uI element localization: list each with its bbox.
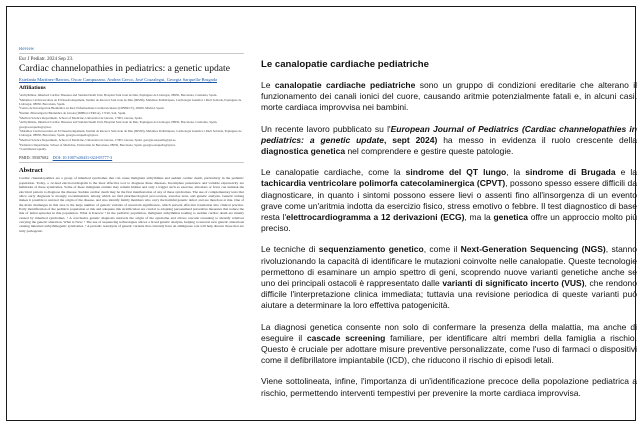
affiliation-item: ⁴Institut d'Investigació Biomèdica de Girona (IDIBGI-CERCA), 17190, Salt, Spain. [19, 111, 127, 116]
affiliation-item: ³Centro de Investigación Biomédica en Red, Enfermedades Cardiovasculares (CIBERCV), 28029, Madrid, Spain. [19, 106, 165, 111]
affiliation-item: ¹Arrhythmias, Inherited Cardiac Diseases and Sudden Death Unit, Hospital Sant Joan de Déu, Esplugues de Llobregat, 08950, Barcelona, Catalonia, Spain. [19, 92, 218, 97]
paragraph-6: Viene sottolineata, infine, l'importanza di un'identificazione precoce della popolazione pediatrica a rischio, permettendo interventi tempestivi per prevenire la morte cardiaca improvvisa. [261, 376, 637, 398]
paragraph-5: La diagnosi genetica consente non solo di confermare la presenza della malattia, ma anche di eseguire il cascade screening familiare, per identificare altri membri della famiglia a rischio. Questo è cruciale per adottare misure preventive personalizzate, come l'uso di farmaci o dispositivi come il defibrillatore impiantabile (ICD), che riducono il rischio di episodi letali. [261, 321, 637, 366]
article-journal-line: Eur J Pediatr. 2024 Sep 23. [19, 57, 74, 62]
affiliation-item: ⁵Medical Science Department, School of Medicine, Universitat de Girona, 17003, Girona, Spain. [19, 115, 143, 120]
affiliation-item: ⁹Pediatrics Department, School of Medicine, Universitat de Barcelona, 08036, Barcelona, Spain. georgia.sarquella@sjd.es. [19, 142, 176, 147]
affiliations-list [19, 93, 244, 152]
abstract-heading: Abstract [19, 167, 43, 175]
article-title: Cardiac channelopathies in pediatrics: a genetic update [19, 63, 230, 74]
affiliation-item: ⁶Arrhythmias, Inherited Cardiac Diseases and Sudden Death Unit, Hospital Sant Joan de Déu, Esplugues de Llobregat, 08950, Barcelona, Catalonia, Spain. georgia.sarquella@sjd.es. [19, 120, 218, 129]
divider [19, 53, 244, 54]
article-section-label[interactable]: Review [19, 47, 35, 52]
paragraph-3: Le canalopatie cardiache, come la sindrome del QT lungo, la sindrome di Brugada e la tachicardia ventricolare polimorfa catecolaminergica (CPVT), possono spesso essere difficili da diagnosticare, in quanto i sintomi possono essere lievi o assenti fino all'insorgenza di un evento grave come un'aritmia indotta da esercizio fisico, stress emotivo o febbre. Il test diagnostico di base resta l'elettrocardiogramma a 12 derivazioni (ECG), ma la genetica offre un approccio molto più preciso. [261, 167, 638, 234]
paragraph-2: Un recente lavoro pubblicato su l'European Journal of Pediatrics (Cardiac channelopathies in pediatrics: a genetic update, sept 2024) ha messo in evidenza il ruolo crescente della diagnostica genetica nel comprendere e gestire queste patologie. [261, 123, 637, 157]
article-authors[interactable]: Estefanía Martínez-Barrios, Oscar Campuzano, Andrea Greco, José Cruzalegui, Georgia Sarquella-Brugada [19, 76, 218, 82]
abstract-text: Cardiac channelopathies are a group of inherited syndromes that can cause malignant arrhythmias and sudden cardiac death, particularly in the pediatric population. Today, a 12-lead electrocardiogram is the most effective tool to diagnose these diseases. Incomplete penetrance and variable expressivity are hallmarks of these syndromes. Some of these malignant entities may remain hidden and only a trigger such as exercise, emotions or fever can unmask the electrical pattern to diagnose the disease. Sudden cardiac death may be the first manifestation of any of these syndromes. The use of complementary tests that allow early diagnosis is strongly recommended, among which we find pharmacological provocation, exercise tests, and genetic analysis. Genetic testing makes it possible to unravel the origin of the disease, and also identify family members who carry the harmful genetic defect and are therefore at risk. One of the main challenges in this area is the large number of genetic variants of uncertain significance, which prevent effective translation into clinical practice. Early identification of the pediatric population at risk and adequate risk stratification are crucial to adopting personalized preventive measures that reduce the risk of lethal episodes in this population. What is Known: • In the pediatric population, malignant arrhythmias leading to sudden cardiac death are mainly caused by inherited syndromes. • A conclusive genetic diagnosis unravels the origin of the syndrome and allows cascade screening to identify relatives carrying the genetic alteration. What is New: • The use of sequencing technologies allows a broad genetic analysis, helping to unravel new genetic alterations causing inherited arrhythmogenic syndromes. • A periodic reanalysis of genetic variants that currently have an ambiguous role will help discern those that are truly pathogenic. [19, 176, 244, 233]
summary-title: Le canalopatie cardiache pediatriche [261, 59, 429, 70]
article-identifiers [19, 155, 244, 160]
divider [19, 162, 244, 163]
affiliation-item: ⁷Malalties Cardiovasculars en El Desenvolupament, Institut de Recerca Sant Joan de Déu (IRSJD), Malalties Pediàtriques, Cardiologia Genètica i Molt Sobtada, Esplugues de Llobregat, 08950, Barcelona, Spain. georgia.sarquella@sjd.es. [19, 129, 242, 138]
pmid: PMID: 39307682 [19, 155, 49, 161]
content-frame [6, 6, 636, 421]
doi-link[interactable]: DOI: 10.1007/s00431-024-05777-3 [52, 155, 113, 161]
summary-text [261, 59, 637, 419]
affiliation-item: ⁸Medical Science Department, School of Medicine, Universitat de Girona, 17003, Girona, Spain. georgia.sarquella@sjd.es. [19, 138, 177, 142]
affiliation-item: ²Malalties Cardiovasculars en El Desenvolupament, Institut de Recerca Sant Joan de Déu (IRSJD), Malalties Pediàtriques, Cardiologia Genètica i Molt Sobtada, Esplugues de Llobregat, 08950, Barcelona, Spain. [19, 97, 242, 106]
article-screenshot [19, 47, 244, 422]
affiliations-heading: Affiliations [19, 84, 46, 91]
paragraph-1: Le canalopatie cardiache pediatriche sono un gruppo di condizioni ereditarie che alterano il funzionamento dei canali ionici del cuore, causando aritmie potenzialmente fatali e, in alcuni casi, morte cardiaca improvvisa nei bambini. [261, 80, 637, 113]
paragraph-4: Le tecniche di sequenziamento genetico, come il Next-Generation Sequencing (NGS), stanno rivoluzionando la capacità di identificare le mutazioni coinvolte nelle canalopatie. Queste tecnologie permettono di esaminare un ampio spettro di geni, scoprendo nuove varianti genetiche anche se uno dei principali ostacoli è rappresentato dalle varianti di significato incerto (VUS), che rendono difficile l'interpretazione clinica immediata; tuttavia una revisione periodica di queste varianti può aiutare a determinare la loro effettiva patogenicità. [261, 244, 638, 311]
affiliation-item: *Contributed equally. [19, 147, 47, 152]
